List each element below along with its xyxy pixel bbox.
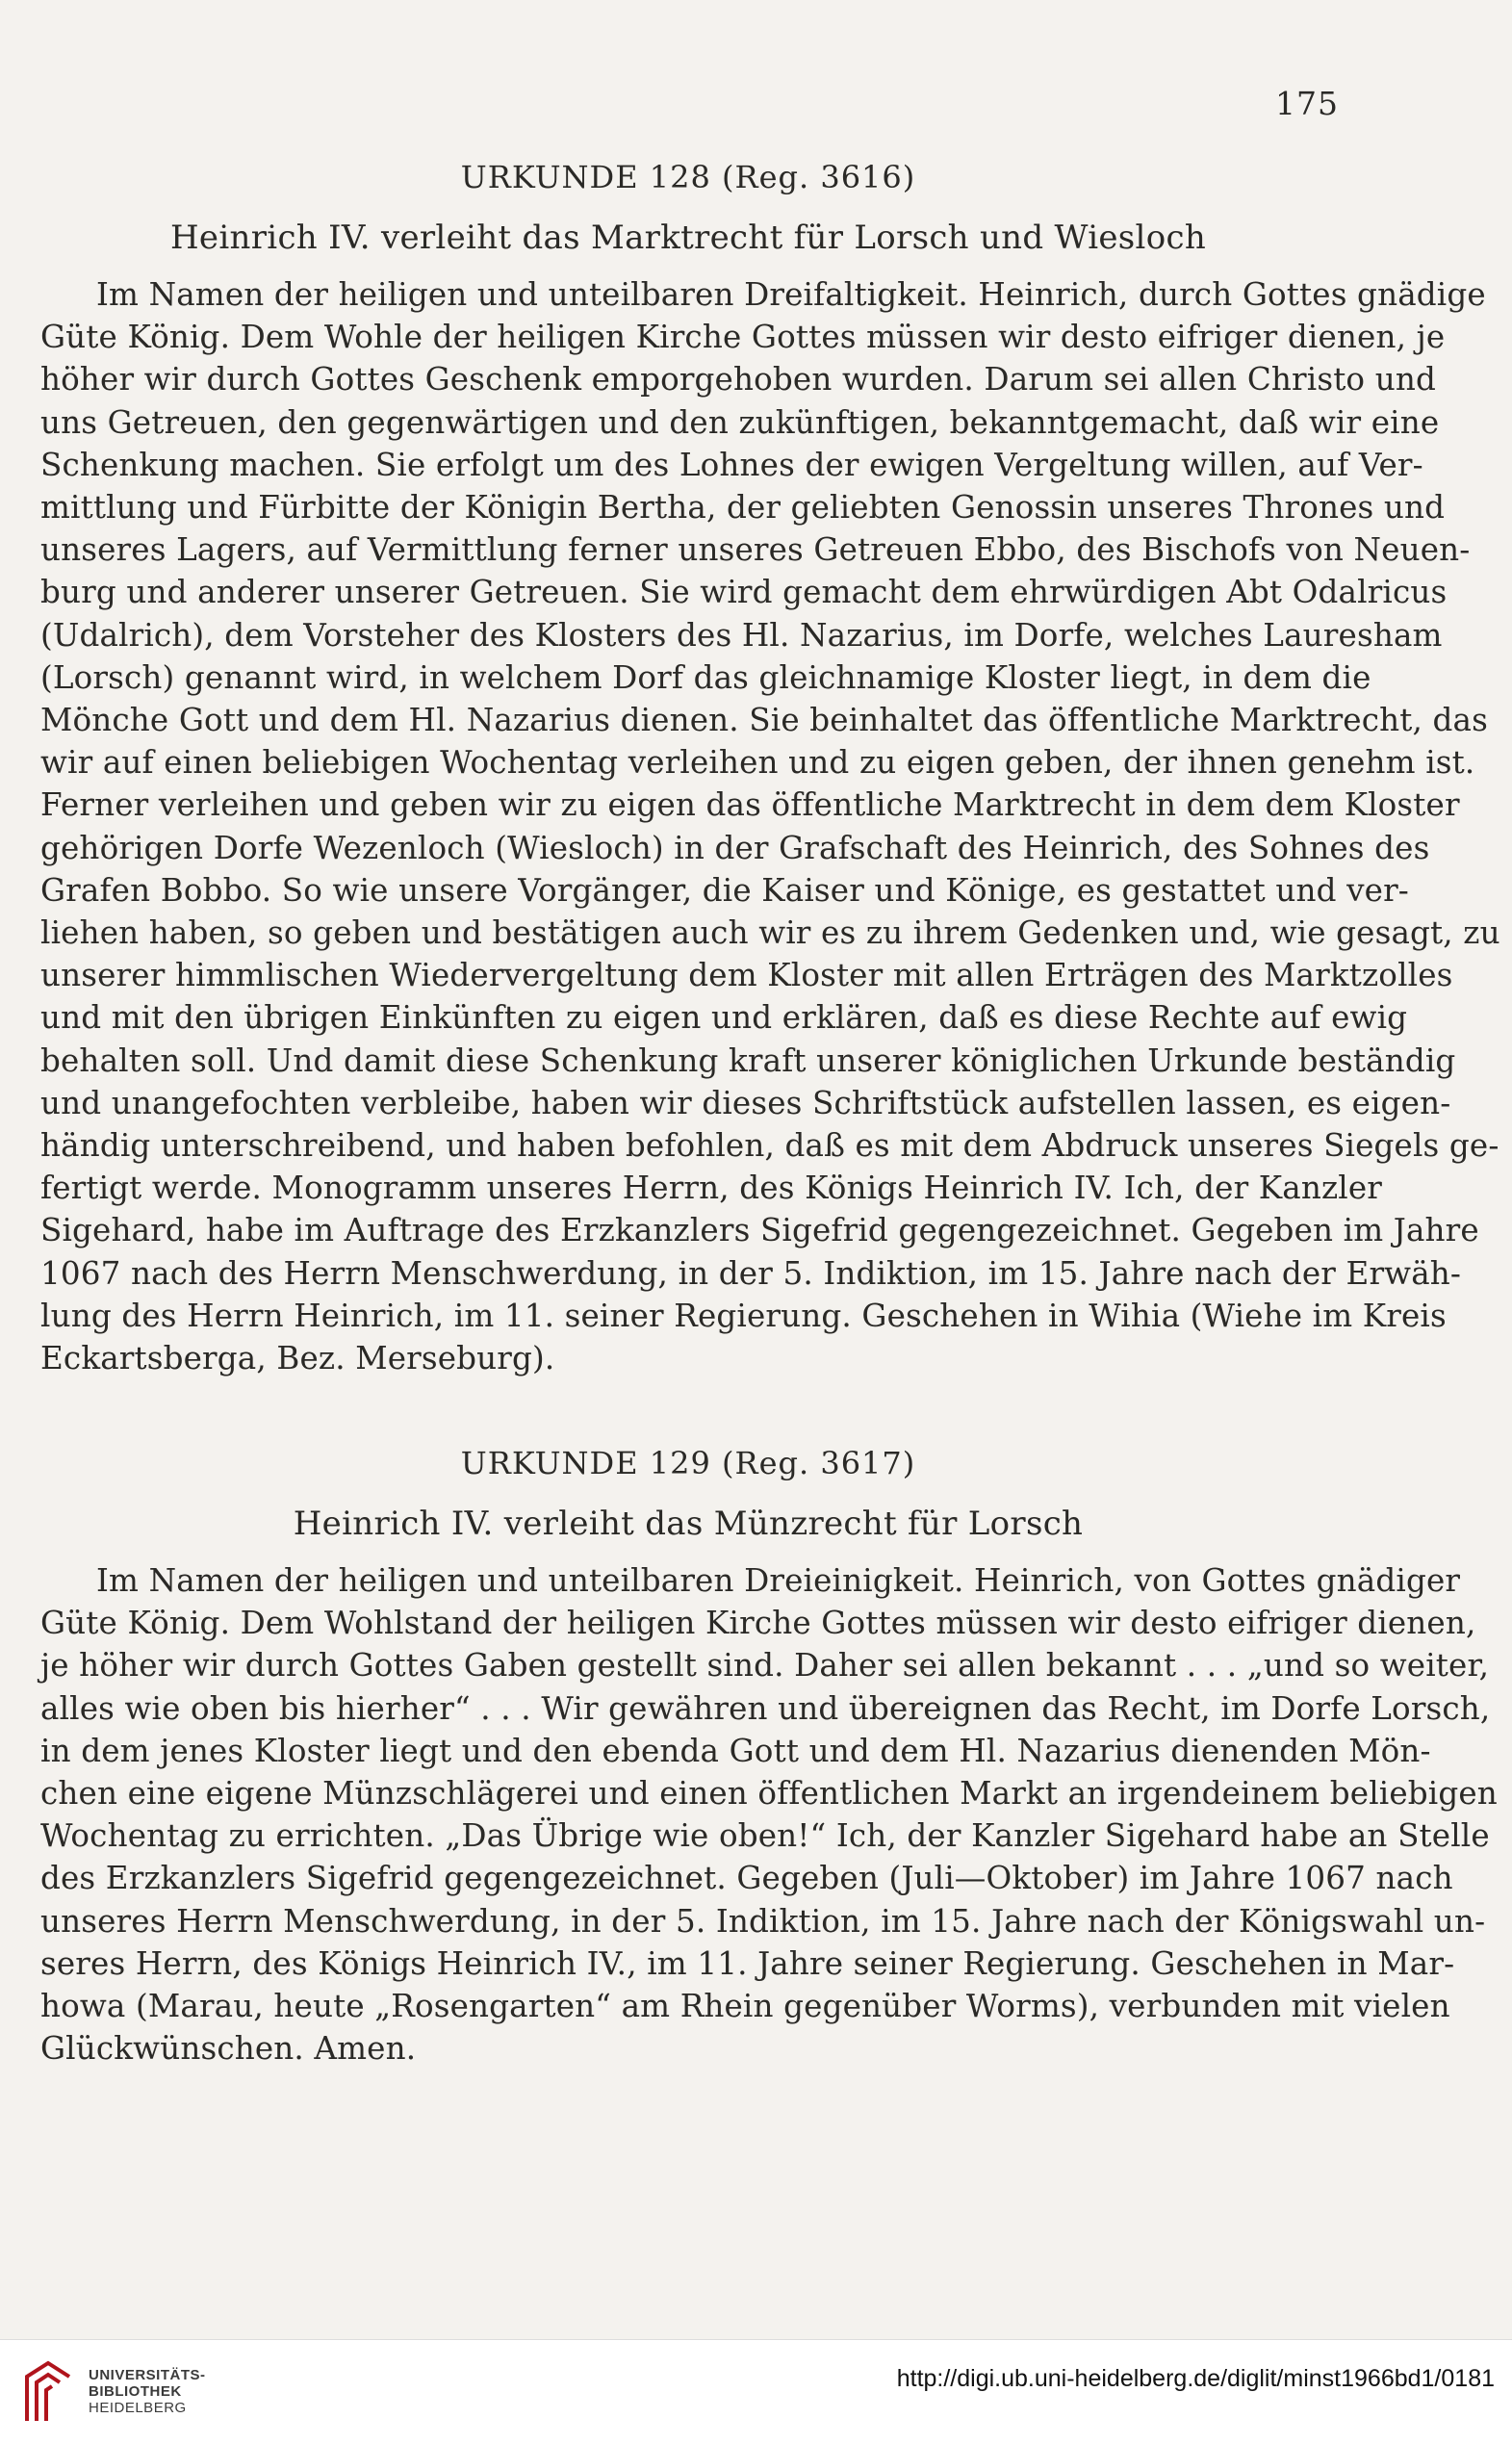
text-line: Im Namen der heiligen und unteilbaren Dreieinigkeit. Heinrich, von Gottes gnädiger: [96, 1562, 1461, 1599]
library-line-2: BIBLIOTHEK: [89, 2383, 182, 2400]
text-line: Güte König. Dem Wohlstand der heiligen Kirche Gottes müssen wir desto eifriger dienen,: [40, 1605, 1476, 1642]
text-line: lung des Herrn Heinrich, im 11. seiner Regierung. Geschehen in Wihia (Wiehe im Kreis: [40, 1297, 1447, 1334]
heidelberg-ub-logo-icon[interactable]: [19, 2357, 77, 2425]
text-line: wir auf einen beliebigen Wochentag verleihen und zu eigen geben, der ihnen genehm ist.: [40, 744, 1475, 782]
urkunde-129-heading: URKUNDE 129 (Reg. 3617): [460, 1445, 916, 1481]
library-name: [89, 2367, 206, 2416]
text-line: seres Herrn, des Königs Heinrich IV., im 11. Jahre seiner Regierung. Geschehen in Mar-: [40, 1944, 1455, 1982]
text-line: Mönche Gott und dem Hl. Nazarius dienen. Sie beinhaltet das öffentliche Marktrecht, das: [40, 702, 1488, 739]
urkunde-128-section: [40, 158, 1500, 1379]
urkunde-128-heading: URKUNDE 128 (Reg. 3616): [460, 159, 916, 195]
text-line: und unangefochten verbleibe, haben wir dieses Schriftstück aufstellen lassen, es eigen-: [40, 1084, 1451, 1121]
urkunde-129-body: [40, 1559, 1498, 2070]
text-line: Im Namen der heiligen und unteilbaren Dreifaltigkeit. Heinrich, durch Gottes gnädige: [96, 276, 1486, 313]
text-line: mittlung und Fürbitte der Königin Bertha, der geliebten Genossin unseres Thrones und: [40, 489, 1446, 527]
urkunde-128-body: [40, 273, 1500, 1379]
library-line-1: UNIVERSITÄTS-: [89, 2367, 206, 2383]
text-line: 1067 nach des Herrn Menschwerdung, in der 5. Indiktion, im 15. Jahre nach der Erwäh-: [40, 1254, 1462, 1292]
text-line: liehen haben, so geben und bestätigen auch wir es zu ihrem Gedenken und, wie gesagt, zu: [40, 914, 1500, 952]
page-footer: [0, 2339, 1512, 2444]
text-line: und mit den übrigen Einkünften zu eigen und erklären, daß es diese Rechte auf ewig: [40, 999, 1408, 1037]
page-number: 175: [1275, 85, 1339, 122]
text-line: gehörigen Dorfe Wezenloch (Wiesloch) in der Grafschaft des Heinrich, des Sohnes des: [40, 829, 1430, 866]
text-line: höher wir durch Gottes Geschenk emporgehoben wurden. Darum sei allen Christo und: [40, 361, 1436, 399]
text-line: Güte König. Dem Wohle der heiligen Kirche Gottes müssen wir desto eifriger dienen, je: [40, 319, 1446, 356]
library-line-3: HEIDELBERG: [89, 2400, 187, 2416]
text-line: händig unterschreibend, und haben befohlen, daß es mit dem Abdruck unseres Siegels ge-: [40, 1127, 1499, 1165]
text-line: unseres Lagers, auf Vermittlung ferner unseres Getreuen Ebbo, des Bischofs von Neuen-: [40, 531, 1471, 569]
text-line: behalten soll. Und damit diese Schenkung kraft unserer königlichen Urkunde beständig: [40, 1042, 1456, 1079]
text-line: uns Getreuen, den gegenwärtigen und den zukünftigen, bekanntgemacht, daß wir eine: [40, 403, 1440, 441]
text-line: alles wie oben bis hierher“ . . . Wir gewähren und übereignen das Recht, im Dorfe Lorsch,: [40, 1689, 1491, 1727]
text-line: Schenkung machen. Sie erfolgt um des Lohnes der ewigen Vergeltung willen, auf Ver-: [40, 446, 1423, 483]
text-line: chen eine eigene Münzschlägerei und einen öffentlichen Markt an irgendeinem beliebigen: [40, 1775, 1498, 1813]
urkunde-128-title: Heinrich IV. verleiht das Marktrecht für Lorsch und Wiesloch: [169, 219, 1207, 257]
text-line: (Lorsch) genannt wird, in welchem Dorf das gleichnamige Kloster liegt, in dem die: [40, 658, 1371, 696]
text-line: Eckartsberga, Bez. Merseburg).: [40, 1340, 555, 1377]
text-line: des Erzkanzlers Sigefrid gegengezeichnet. Gegeben (Juli—Oktober) im Jahre 1067 nach: [40, 1860, 1453, 1897]
urkunde-129-title: Heinrich IV. verleiht das Münzrecht für Lorsch: [293, 1505, 1084, 1543]
text-line: howa (Marau, heute „Rosengarten“ am Rhein gegenüber Worms), verbunden mit vielen: [40, 1988, 1450, 2025]
urkunde-129-section: [40, 1444, 1498, 2070]
text-line: in dem jenes Kloster liegt und den ebenda Gott und dem Hl. Nazarius dienenden Mön-: [40, 1732, 1431, 1769]
text-line: unseres Herrn Menschwerdung, in der 5. Indiktion, im 15. Jahre nach der Königswahl un-: [40, 1902, 1486, 1940]
text-line: (Udalrich), dem Vorsteher des Klosters des Hl. Nazarius, im Dorfe, welches Lauresham: [40, 616, 1443, 654]
source-url-link[interactable]: http://digi.ub.uni-heidelberg.de/diglit/minst1966bd1/0181: [896, 2365, 1495, 2392]
text-line: fertigt werde. Monogramm unseres Herrn, des Königs Heinrich IV. Ich, der Kanzler: [40, 1170, 1383, 1207]
text-line: je höher wir durch Gottes Gaben gestellt sind. Daher sei allen bekannt . . . „und so weiter,: [40, 1647, 1490, 1685]
text-line: Ferner verleihen und geben wir zu eigen das öffentliche Marktrecht in dem dem Kloster: [40, 786, 1460, 824]
text-line: burg und anderer unserer Getreuen. Sie wird gemacht dem ehrwürdigen Abt Odalricus: [40, 574, 1448, 611]
text-line: Wochentag zu errichten. „Das Übrige wie oben!“ Ich, der Kanzler Sigehard habe an Stelle: [40, 1817, 1490, 1855]
text-line: Glückwünschen. Amen.: [40, 2030, 417, 2068]
text-line: Sigehard, habe im Auftrage des Erzkanzlers Sigefrid gegengezeichnet. Gegeben im Jahre: [40, 1212, 1479, 1249]
text-line: Grafen Bobbo. So wie unsere Vorgänger, die Kaiser und Könige, es gestattet und ver-: [40, 871, 1409, 909]
text-line: unserer himmlischen Wiedervergeltung dem Kloster mit allen Erträgen des Marktzolles: [40, 957, 1453, 994]
